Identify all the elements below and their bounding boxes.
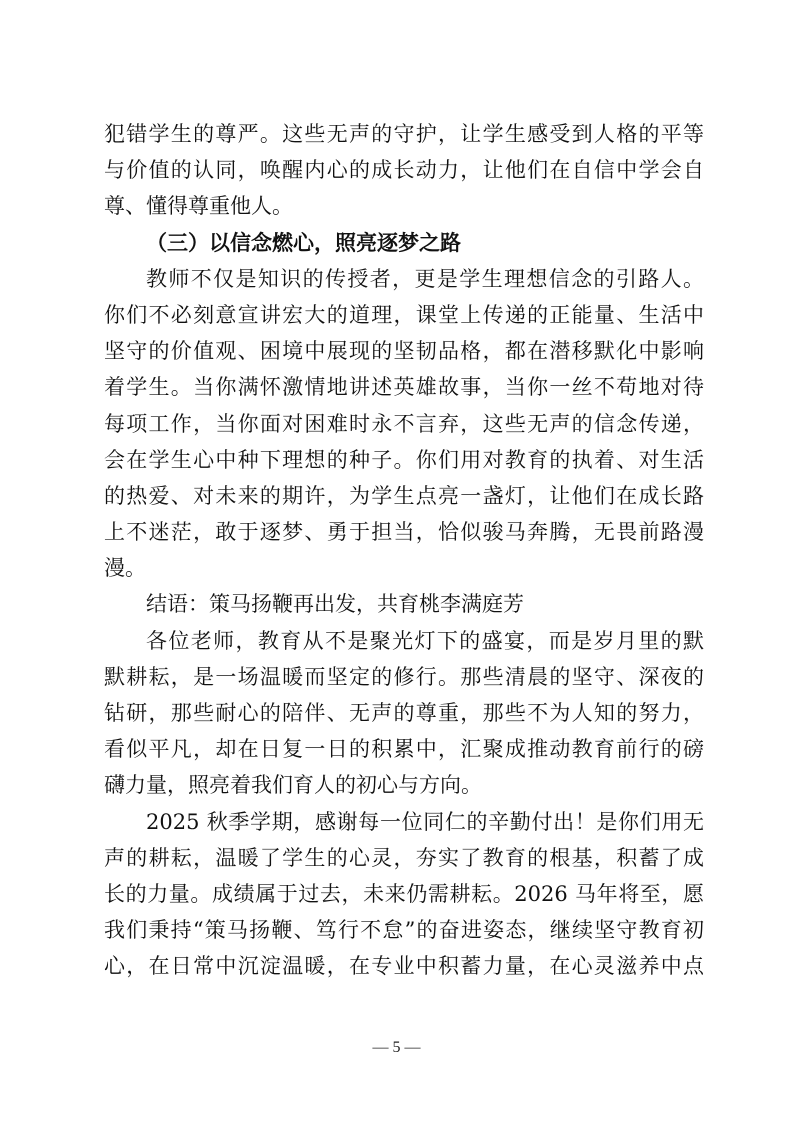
text-line: 每项工作，当你面对困难时永不言弃，这些无声的信念传递， xyxy=(104,411,704,436)
body-text xyxy=(104,116,704,985)
text-line: 的热爱、对未来的期许，为学生点亮一盏灯，让他们在成长路 xyxy=(104,483,704,508)
text-line: 上不迷茫，敢于逐梦、勇于担当，恰似骏马奔腾，无畏前路漫 xyxy=(104,520,704,545)
text-line: 长的力量。成绩属于过去，未来仍需耕耘。2026 马年将至，愿 xyxy=(104,881,704,906)
text-line: 会在学生心中种下理想的种子。你们用对教育的执着、对生活 xyxy=(104,447,704,472)
text-line: 看似平凡，却在日复一日的积累中，汇聚成推动教育前行的磅 xyxy=(104,737,704,762)
text-line: 与价值的认同，唤醒内心的成长动力，让他们在自信中学会自 xyxy=(104,158,704,183)
text-line: 2025 秋季学期，感谢每一位同仁的辛勤付出！是你们用无 xyxy=(146,809,704,834)
text-line: 心，在日常中沉淀温暖，在专业中积蓄力量，在心灵滋养中点 xyxy=(104,954,704,979)
text-line: 漫。 xyxy=(104,556,146,581)
text-line: 犯错学生的尊严。这些无声的守护，让学生感受到人格的平等 xyxy=(104,122,704,146)
text-line: 尊、懂得尊重他人。 xyxy=(104,194,293,219)
text-line: 礴力量，照亮着我们育人的初心与方向。 xyxy=(104,773,482,798)
text-line: 默耕耘，是一场温暖而坚定的修行。那些清晨的坚守、深夜的 xyxy=(104,664,704,689)
text-line: 你们不必刻意宣讲宏大的道理，课堂上传递的正能量、生活中 xyxy=(104,302,704,327)
text-line: 各位老师，教育从不是聚光灯下的盛宴，而是岁月里的默 xyxy=(146,628,704,653)
page-number: — 5 — xyxy=(372,1039,421,1056)
text-line: 坚守的价值观、困境中展现的坚韧品格，都在潜移默化中影响 xyxy=(104,339,704,364)
section-heading: （三）以信念燃心，照亮逐梦之路 xyxy=(146,229,461,255)
text-line: 教师不仅是知识的传授者，更是学生理想信念的引路人。 xyxy=(146,266,704,291)
text-line: 声的耕耘，温暖了学生的心灵，夯实了教育的根基，积蓄了成 xyxy=(104,845,704,870)
text-line: 钻研，那些耐心的陪伴、无声的尊重，那些不为人知的努力， xyxy=(104,701,704,725)
text-line: 我们秉持“策马扬鞭、笃行不怠”的奋进姿态，继续坚守教育初 xyxy=(104,918,704,943)
text-line: 着学生。当你满怀激情地讲述英雄故事，当你一丝不苟地对待 xyxy=(104,375,704,400)
text-line: 结语：策马扬鞭再出发，共育桃李满庭芳 xyxy=(146,592,524,617)
